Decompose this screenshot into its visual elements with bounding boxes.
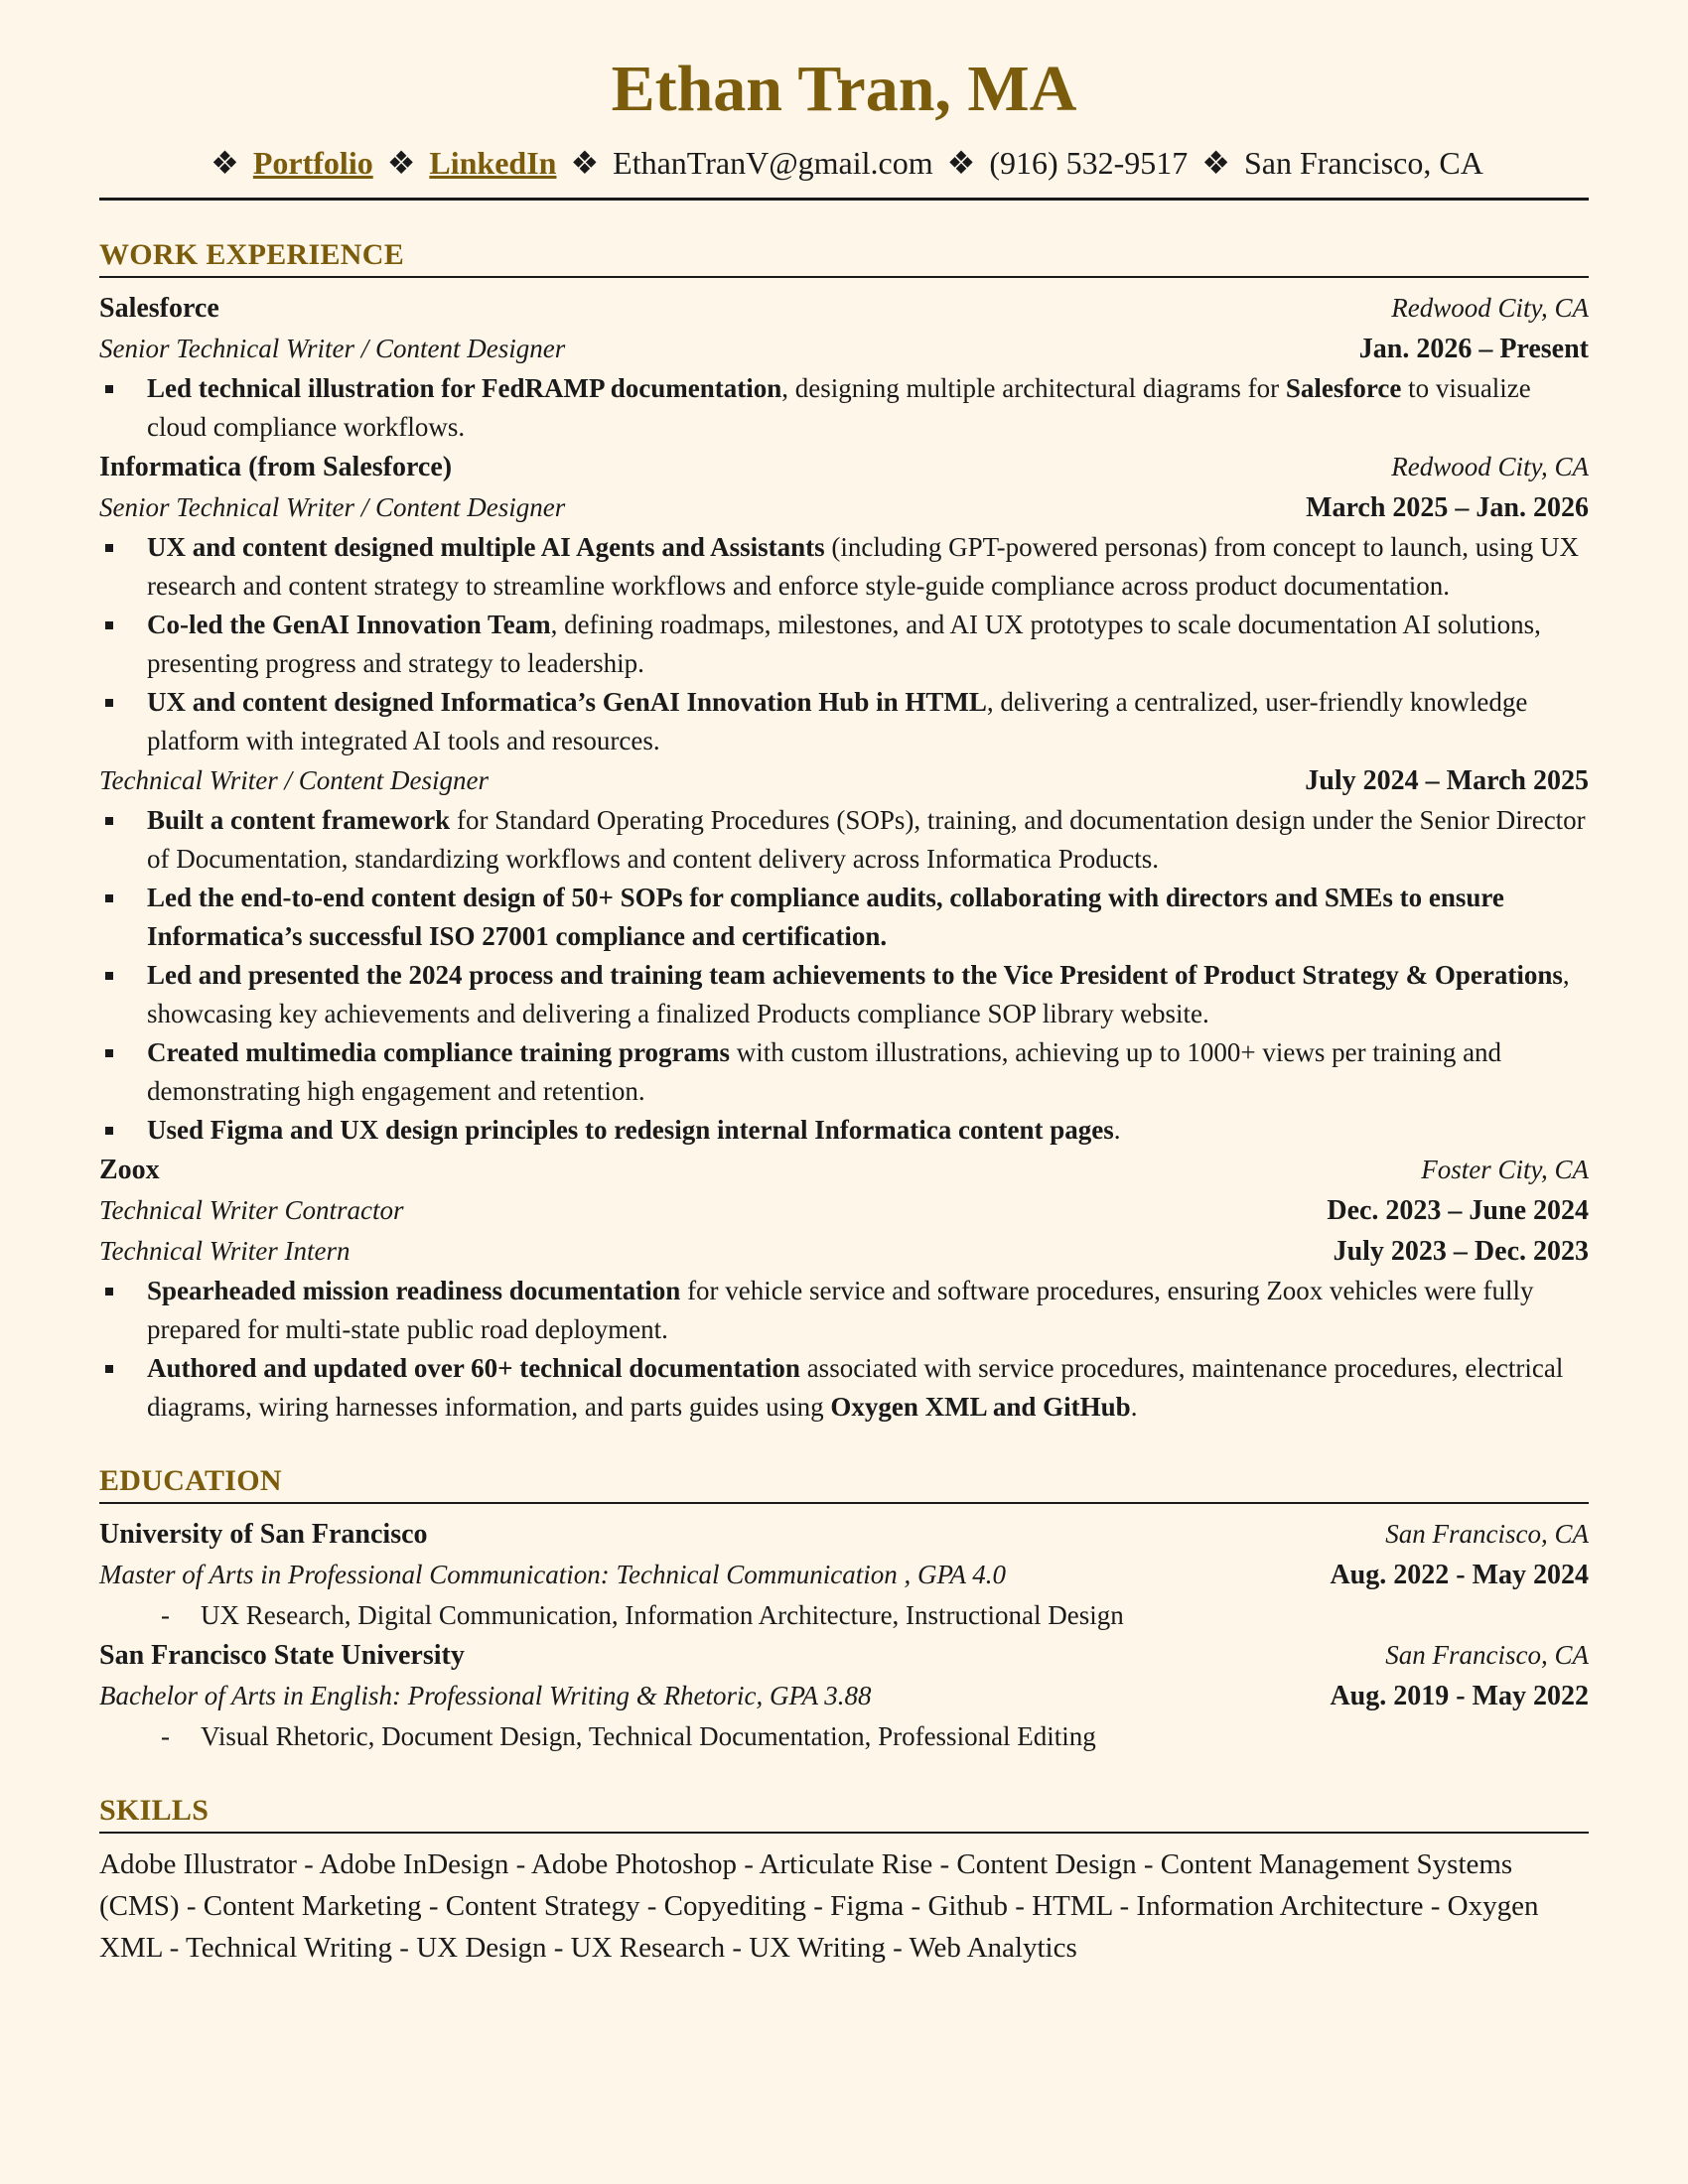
contact-line — [99, 143, 1589, 185]
job-title: Technical Writer Intern — [99, 1236, 351, 1267]
school-name: University of San Francisco — [99, 1519, 428, 1551]
diamond-icon: ❖ — [946, 144, 976, 181]
education-dates: Aug. 2022 - May 2024 — [1330, 1560, 1589, 1591]
job-title: Technical Writer Contractor — [99, 1195, 404, 1226]
job-dates: Dec. 2023 – June 2024 — [1327, 1195, 1589, 1227]
job-dates: Jan. 2026 – Present — [1358, 334, 1589, 365]
company-location: Redwood City, CA — [1391, 452, 1589, 482]
job-informatica — [99, 447, 1589, 1150]
list-item: Created multimedia compliance training programs with custom illustrations, achieving up to 1000+ views per training and demonstrating high engagement and retention. — [147, 1033, 1589, 1111]
list-item: Spearheaded mission readiness documentation for vehicle service and software procedures, ensuring Zoox vehicles were fully prepared for multi-state public road deployment. — [147, 1272, 1589, 1349]
list-item: Used Figma and UX design principles to redesign internal Informatica content pages. — [147, 1111, 1589, 1150]
school-location: San Francisco, CA — [1385, 1640, 1589, 1671]
job-zoox — [99, 1150, 1589, 1427]
education-sfsu — [99, 1635, 1589, 1756]
header-divider — [99, 198, 1589, 201]
degree: Bachelor of Arts in English: Professional Writing & Rhetoric, GPA 3.88 — [99, 1681, 872, 1711]
job-dates: July 2023 – Dec. 2023 — [1333, 1236, 1589, 1268]
coursework: - UX Research, Digital Communication, Information Architecture, Instructional Design — [161, 1595, 1589, 1635]
job-title: Technical Writer / Content Designer — [99, 765, 489, 796]
list-item: Built a content framework for Standard Operating Procedures (SOPs), training, and documentation design under the Senior Director of Documentation, standardizing workflows and content delivery across Informatica Products. — [147, 801, 1589, 879]
diamond-icon: ❖ — [386, 144, 416, 181]
diamond-icon: ❖ — [1201, 144, 1230, 181]
school-location: San Francisco, CA — [1385, 1519, 1589, 1550]
list-item: Authored and updated over 60+ technical documentation associated with service procedures, maintenance procedures, electrical diagrams, wiring harnesses information, and parts guides using Oxygen XML and GitHub. — [147, 1349, 1589, 1427]
job-dates: July 2024 – March 2025 — [1305, 765, 1589, 797]
education-usf — [99, 1514, 1589, 1635]
job-title: Senior Technical Writer / Content Designer — [99, 334, 566, 364]
diamond-icon: ❖ — [211, 144, 239, 181]
phone-text: (916) 532-9517 — [989, 144, 1189, 181]
section-divider — [99, 1502, 1589, 1504]
candidate-name: Ethan Tran, MA — [611, 53, 1077, 125]
list-item: Led technical illustration for FedRAMP documentation, designing multiple architectural diagrams for Salesforce to visualize cloud compliance workflows. — [147, 369, 1589, 447]
portfolio-link[interactable]: Portfolio — [252, 144, 373, 181]
list-item: UX and content designed multiple AI Agents and Assistants (including GPT-powered personas) from concept to launch, using UX research and content strategy to streamline workflows and enforce style-guide compliance across product documentation. — [147, 528, 1589, 606]
coursework: - Visual Rhetoric, Document Design, Technical Documentation, Professional Editing — [161, 1716, 1589, 1756]
linkedin-link[interactable]: LinkedIn — [429, 144, 557, 181]
company-location: Foster City, CA — [1421, 1155, 1589, 1185]
section-divider — [99, 1832, 1589, 1834]
company-location: Redwood City, CA — [1391, 293, 1589, 324]
list-item: Led and presented the 2024 process and training team achievements to the Vice President of Product Strategy & Operations, showcasing key achievements and delivering a finalized Products compliance SOP library website. — [147, 956, 1589, 1033]
section-divider — [99, 276, 1589, 278]
job-title: Senior Technical Writer / Content Designer — [99, 492, 566, 523]
job-dates: March 2025 – Jan. 2026 — [1306, 492, 1589, 524]
job-salesforce — [99, 288, 1589, 447]
education-heading: EDUCATION — [99, 1464, 282, 1498]
company-name: Zoox — [99, 1155, 160, 1186]
company-name: Informatica (from Salesforce) — [99, 452, 453, 483]
skills-heading: SKILLS — [99, 1794, 210, 1828]
list-item: Led the end-to-end content design of 50+ SOPs for compliance audits, collaborating with directors and SMEs to ensure Informatica’s successful ISO 27001 compliance and certification. — [147, 879, 1589, 956]
work-experience-heading: WORK EXPERIENCE — [99, 238, 405, 272]
list-item: Co-led the GenAI Innovation Team, defining roadmaps, milestones, and AI UX prototypes to scale documentation AI solutions, presenting progress and strategy to leadership. — [147, 606, 1589, 683]
location-text: San Francisco, CA — [1243, 144, 1483, 181]
education-dates: Aug. 2019 - May 2022 — [1330, 1681, 1589, 1712]
skills-list: Adobe Illustrator - Adobe InDesign - Adobe Photoshop - Articulate Rise - Content Design - Content Management Systems (CMS) - Content Marketing - Content Strategy - Copyediting - Figma - Github - HTML - Information Architecture - Oxygen XML - Technical Writing - UX Design - UX Research - UX Writing - Web Analytics — [99, 1848, 1539, 1965]
company-name: Salesforce — [99, 293, 219, 325]
email-text: EthanTranV@gmail.com — [613, 144, 933, 181]
degree: Master of Arts in Professional Communication: Technical Communication , GPA 4.0 — [99, 1560, 1007, 1590]
list-item: UX and content designed Informatica’s GenAI Innovation Hub in HTML, delivering a centralized, user-friendly knowledge platform with integrated AI tools and resources. — [147, 683, 1589, 760]
school-name: San Francisco State University — [99, 1640, 465, 1672]
diamond-icon: ❖ — [570, 144, 600, 181]
